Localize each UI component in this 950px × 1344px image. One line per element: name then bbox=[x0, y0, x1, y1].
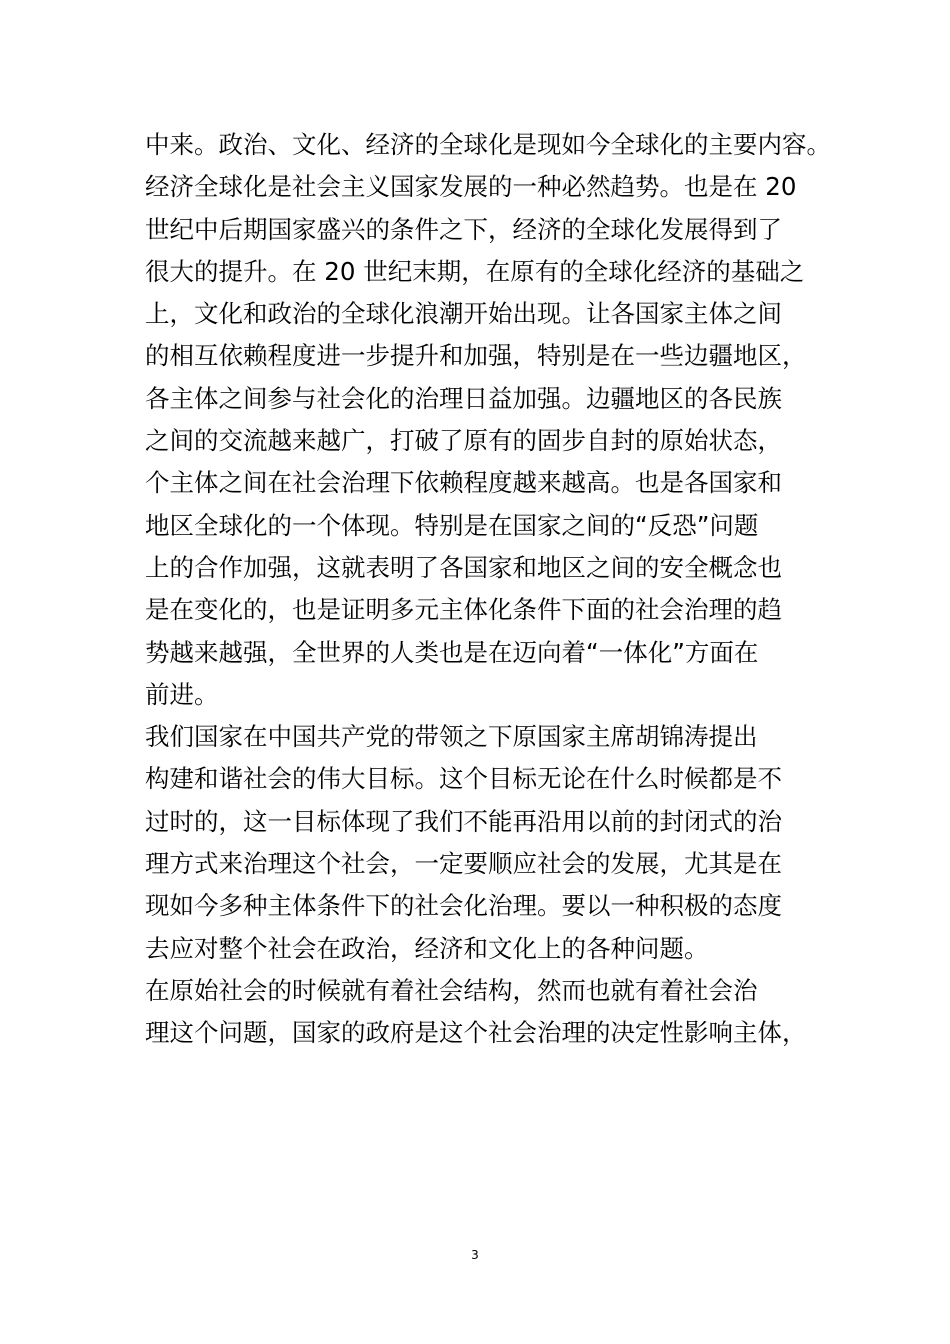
page-number: 3 bbox=[471, 1248, 479, 1262]
text-line: 去应对整个社会在政治，经济和文化上的各种问题。 bbox=[145, 933, 709, 963]
text-line: 理这个问题，国家的政府是这个社会治理的决定性影响主体， bbox=[145, 1018, 807, 1048]
text-line: 构建和谐社会的伟大目标。这个目标无论在什么时候都是不 bbox=[145, 764, 782, 794]
text-line: 在原始社会的时候就有着社会结构，然而也就有着社会治 bbox=[145, 975, 758, 1005]
text-line: 过时的，这一目标体现了我们不能再沿用以前的封闭式的治 bbox=[145, 806, 782, 836]
text-line: 中来。政治、文化、经济的全球化是现如今全球化的主要内容。 bbox=[145, 130, 831, 159]
text-line: 上的合作加强，这就表明了各国家和地区之间的安全概念也 bbox=[145, 552, 782, 582]
text-line: 经济全球化是社会主义国家发展的一种必然趋势。也是在 20 bbox=[145, 172, 797, 202]
text-line: 上，文化和政治的全球化浪潮开始出现。让各国家主体之间 bbox=[145, 299, 782, 329]
text-line: 势越来越强，全世界的人类也是在迈向着“一体化”方面在 bbox=[145, 637, 759, 667]
text-line: 各主体之间参与社会化的治理日益加强。边疆地区的各民族 bbox=[145, 383, 782, 413]
text-line: 地区全球化的一个体现。特别是在国家之间的“反恐”问题 bbox=[145, 510, 759, 540]
page-body-text bbox=[145, 124, 831, 1055]
text-line: 我们国家在中国共产党的带领之下原国家主席胡锦涛提出 bbox=[145, 722, 758, 752]
text-line: 世纪中后期国家盛兴的条件之下，经济的全球化发展得到了 bbox=[145, 214, 782, 244]
text-line: 理方式来治理这个社会，一定要顺应社会的发展，尤其是在 bbox=[145, 849, 782, 879]
text-line: 之间的交流越来越广，打破了原有的固步自封的原始状态， bbox=[145, 426, 782, 456]
text-line: 个主体之间在社会治理下依赖程度越来越高。也是各国家和 bbox=[145, 468, 782, 498]
text-line: 现如今多种主体条件下的社会化治理。要以一种积极的态度 bbox=[145, 891, 782, 921]
text-line: 很大的提升。在 20 世纪末期，在原有的全球化经济的基础之 bbox=[145, 256, 805, 286]
text-line: 是在变化的，也是证明多元主体化条件下面的社会治理的趋 bbox=[145, 595, 782, 625]
text-line: 的相互依赖程度进一步提升和加强，特别是在一些边疆地区， bbox=[145, 341, 807, 371]
text-line: 前进。 bbox=[145, 679, 219, 709]
